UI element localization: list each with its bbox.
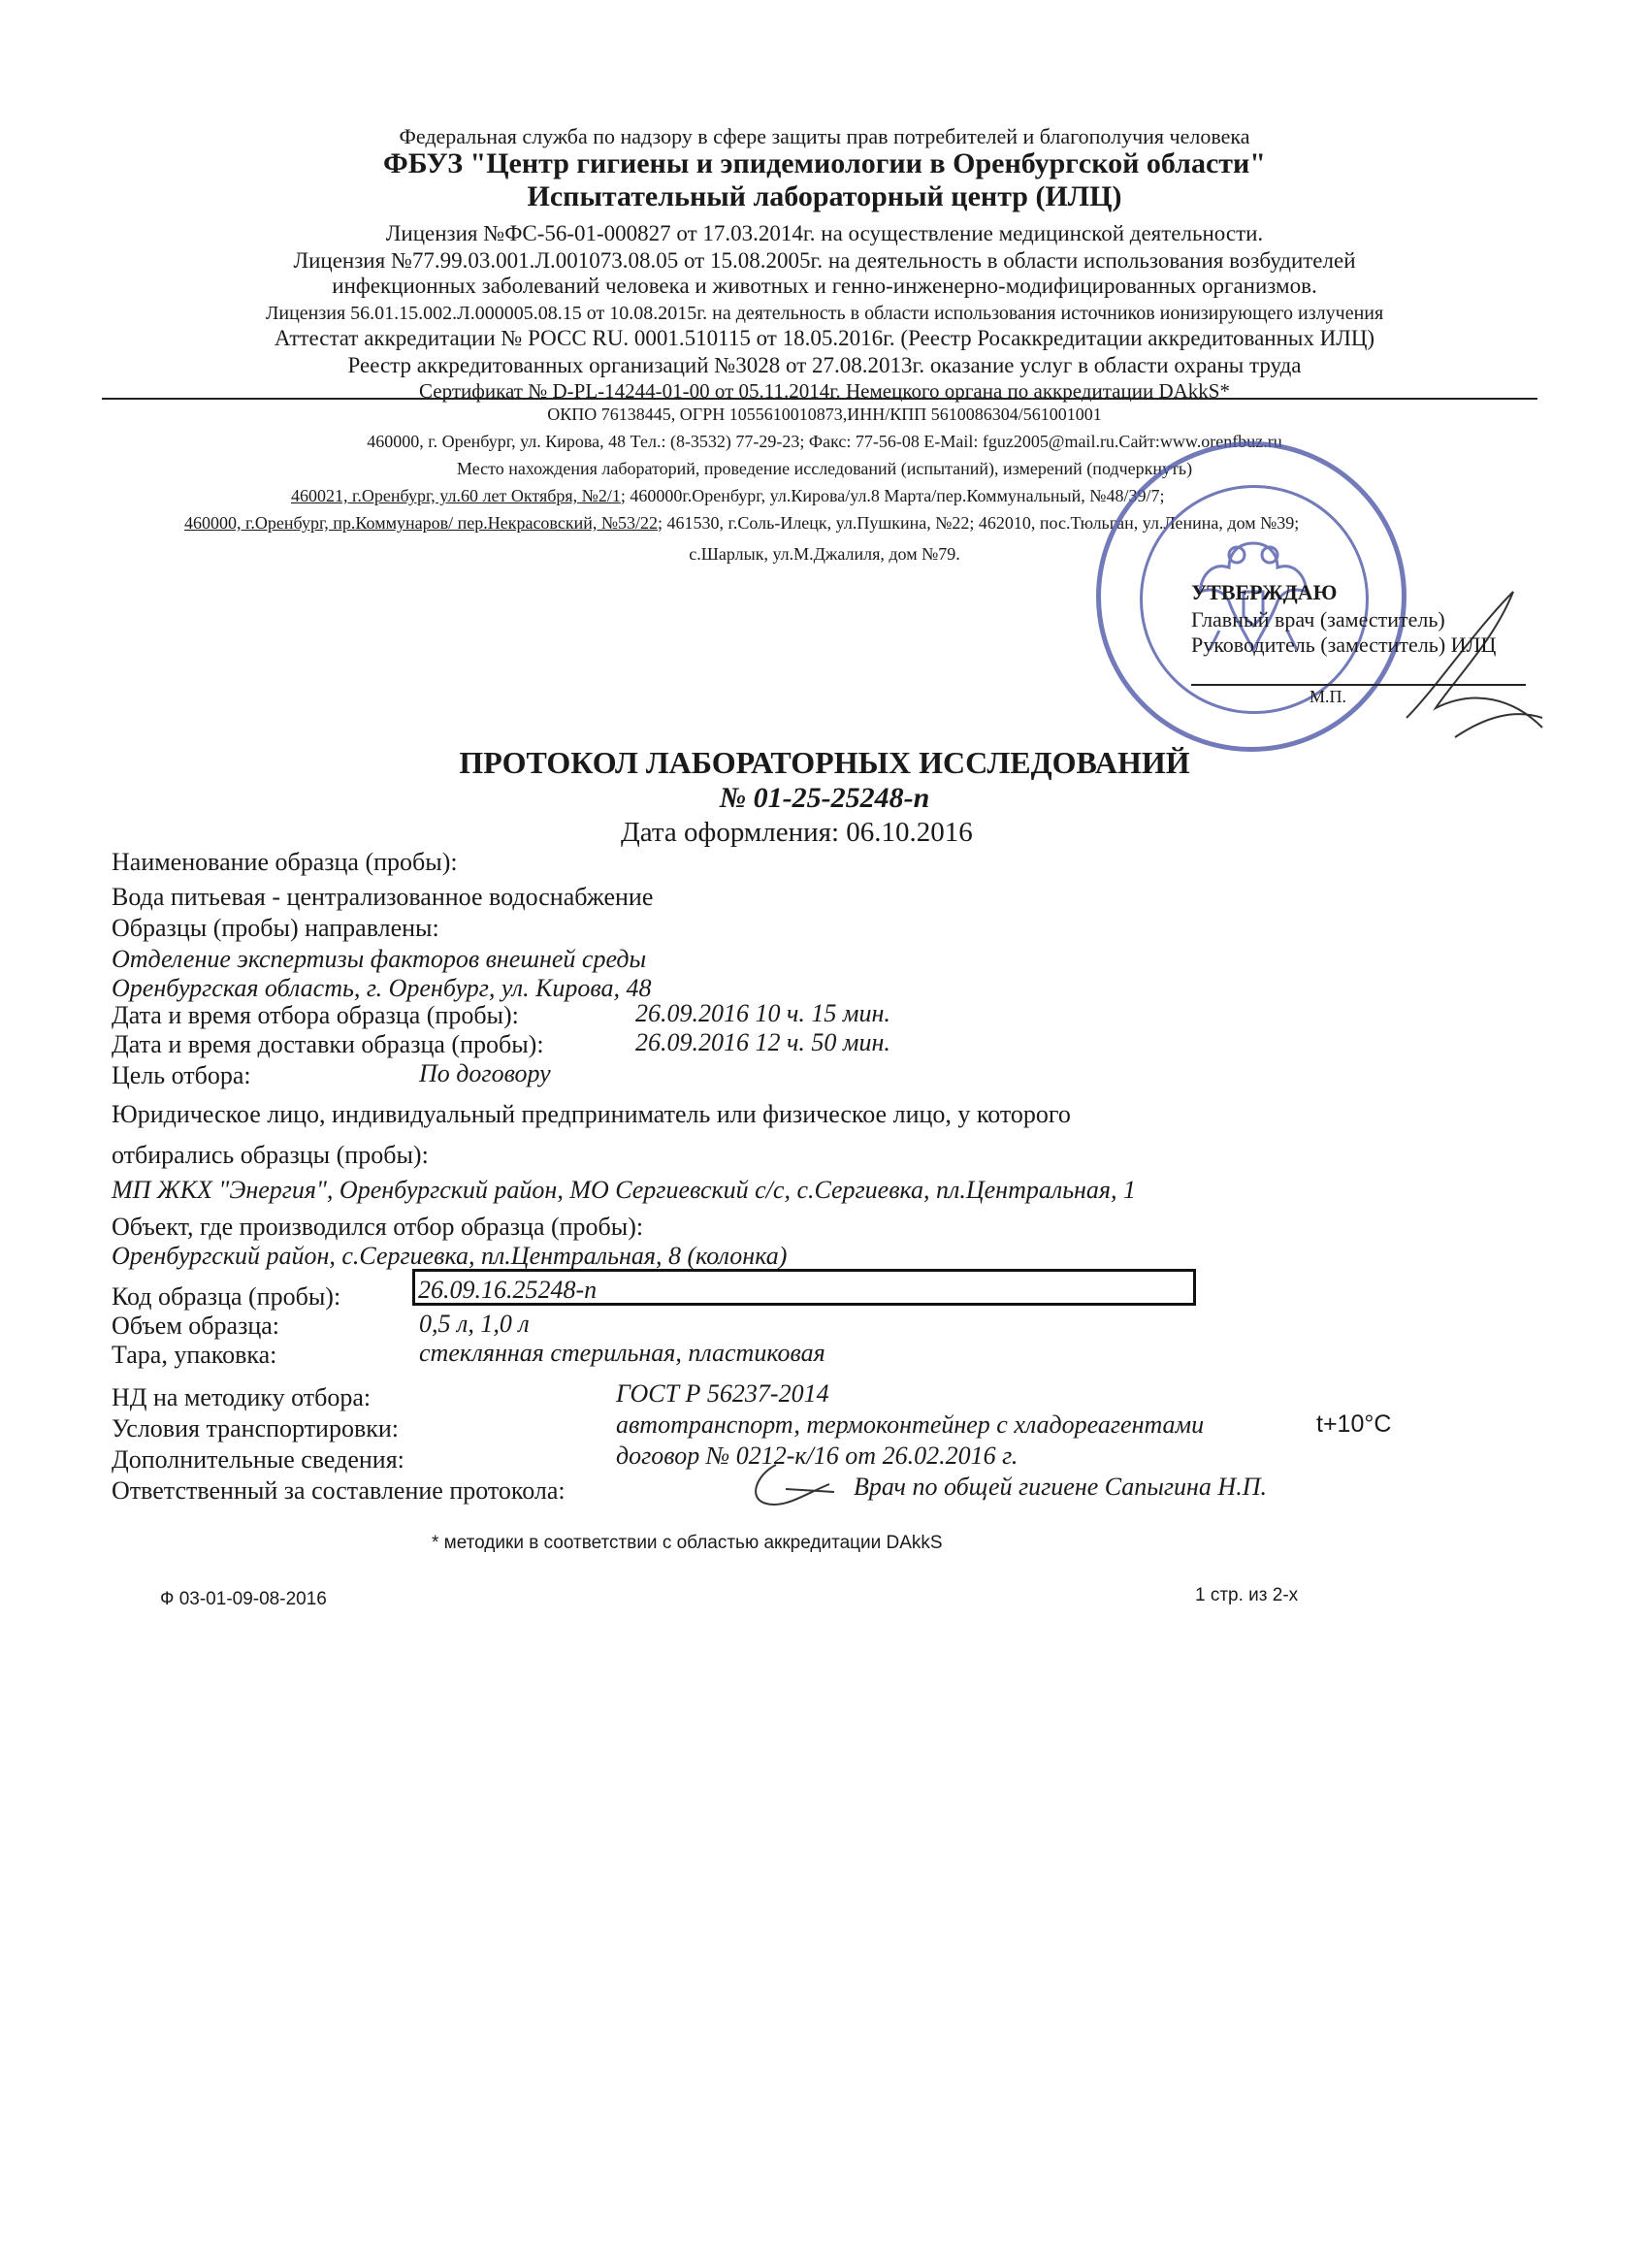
transport-label: Условия транспортировки: [112,1414,400,1442]
license-radiation: Лицензия 56.01.15.002.Л.000005.08.15 от 10.08.2015г. на деятельность в области использования источников ионизирующего излучения [265,303,1384,324]
volume-value: 0,5 л, 1,0 л [419,1310,530,1338]
footnote-dakks: * методики в соответствии с областью аккредитации DAkkS [432,1533,943,1553]
container-value: стеклянная стерильная, пластиковая [419,1339,825,1367]
sample-name-value: Вода питьевая - централизованное водоснабжение [112,883,654,911]
sample-code-box [412,1269,1196,1306]
header-divider [102,398,1537,400]
method-label: НД на методику отбора: [112,1383,372,1411]
protocol-title: ПРОТОКОЛ ЛАБОРАТОРНЫХ ИССЛЕДОВАНИЙ [459,745,1190,780]
container-label: Тара, упаковка: [112,1341,277,1369]
extra-info-label: Дополнительные сведения: [112,1445,404,1474]
license-pathogens-1: Лицензия №77.99.03.001.Л.001073.08.05 от 15.08.2005г. на деятельность в области использования возбудителей [293,248,1356,273]
object-value: Оренбургский район, с.Сергиевка, пл.Центральная, 8 (колонка) [112,1242,788,1270]
registry-entry: Реестр аккредитованных организаций №3028 от 27.08.2013г. оказание услуг в области охраны труда [347,353,1302,377]
approval-signature-line [1191,684,1526,686]
org-name: ФБУЗ "Центр гигиены и эпидемиологии в Оренбургской области" [383,147,1266,179]
purpose-value: По договору [419,1059,551,1087]
license-pathogens-2: инфекционных заболеваний человека и животных и генно-инженерно-модифицированных организмов. [332,274,1317,298]
sent-to-address: Оренбургская область, г. Оренбург, ул. Кирова, 48 [112,974,652,1002]
approval-title: УТВЕРЖДАЮ [1191,580,1338,604]
labs-address-1-rest: ; 460000г.Оренбург, ул.Кирова/ул.8 Марта/пер.Коммунальный, №48/39/7; [620,486,1165,505]
responsible-value: Врач по общей гигиене Сапыгина Н.П. [854,1473,1267,1501]
sample-code-value: 26.09.16.25248-п [418,1276,598,1304]
protocol-date: Дата оформления: 06.10.2016 [621,817,973,848]
agency-name: Федеральная служба по надзору в сфере защиты прав потребителей и благополучия человека [399,124,1250,148]
extra-info-value: договор № 0212-к/16 от 26.02.2016 г. [616,1442,1018,1470]
transport-temperature: t+10°C [1316,1410,1392,1438]
entity-value: МП ЖКХ "Энергия", Оренбургский район, МО Сергиевский с/с, с.Сергиевка, пл.Центральная, 1 [112,1176,1137,1204]
protocol-number: № 01-25-25248-п [719,782,930,814]
entity-label-line-2: отбирались образцы (пробы): [112,1141,429,1169]
page-indicator: 1 стр. из 2-х [1195,1585,1299,1605]
sample-code-label: Код образца (пробы): [112,1282,341,1311]
purpose-label: Цель отбора: [112,1061,251,1089]
accreditation-certificate: Аттестат аккредитации № РОСС RU. 0001.510115 от 18.05.2016г. (Реестр Росаккредитации аккредитованных ИЛЦ) [274,326,1375,350]
responsible-label: Ответственный за составление протокола: [112,1476,566,1505]
sent-to-label: Образцы (пробы) направлены: [112,914,439,942]
org-address: 460000, г. Оренбург, ул. Кирова, 48 Тел.: (8-3532) 77-29-23; Факс: 77-56-08 E-Mail: fguz2005@mail.ru.Сайт:www.orenfbuz.ru [367,432,1282,451]
sample-name-label: Наименование образца (пробы): [112,848,458,876]
license-medical: Лицензия №ФС-56-01-000827 от 17.03.2014г. на осуществление медицинской деятельности. [385,221,1264,245]
labs-address-line-1 [291,483,1164,508]
approval-mp: М.П. [1310,687,1347,706]
form-code: Ф 03-01-09-08-2016 [160,1589,327,1609]
responsible-signature [737,1455,844,1513]
org-codes: ОКПО 76138445, ОГРН 1055610010873,ИНН/КПП 5610086304/561001001 [547,405,1102,424]
method-value: ГОСТ Р 56237-2014 [616,1379,829,1408]
center-name: Испытательный лабораторный центр (ИЛЦ) [527,180,1122,212]
approval-head: Руководитель (заместитель) ИЛЦ [1191,632,1497,657]
sampling-datetime-value: 26.09.2016 10 ч. 15 мин. [635,999,890,1027]
sampling-datetime-label: Дата и время отбора образца (пробы): [112,1001,519,1029]
delivery-datetime-label: Дата и время доставки образца (пробы): [112,1030,544,1058]
object-label: Объект, где производился отбор образца (пробы): [112,1213,644,1241]
approval-chief-doctor: Главный врач (заместитель) [1191,607,1445,632]
labs-address-2-rest: ; 461530, г.Соль-Илецк, ул.Пушкина, №22; 462010, пос.Тюльган, ул.Ленина, дом №39; [658,513,1300,533]
labs-address-1-underlined: 460021, г.Оренбург, ул.60 лет Октября, №2/1 [291,486,621,505]
transport-value: автотранспорт, термоконтейнер с хладореагентами [616,1410,1205,1439]
volume-label: Объем образца: [112,1312,280,1340]
sent-to-department: Отделение экспертизы факторов внешней среды [112,945,647,973]
entity-label-line-1: Юридическое лицо, индивидуальный предприниматель или физическое лицо, у которого [112,1100,1071,1128]
labs-caption: Место нахождения лабораторий, проведение исследований (испытаний), измерений (подчеркнуть) [456,459,1193,478]
director-signature [1397,572,1552,747]
labs-address-line-3: с.Шарлык, ул.М.Джалиля, дом №79. [689,544,960,564]
delivery-datetime-value: 26.09.2016 12 ч. 50 мин. [635,1028,890,1056]
dakks-certificate: Сертификат № D-PL-14244-01-00 от 05.11.2014г. Немецкого органа по аккредитации DAkkS* [419,379,1230,403]
labs-address-2-underlined: 460000, г.Оренбург, пр.Коммунаров/ пер.Некрасовский, №53/22 [184,513,659,533]
